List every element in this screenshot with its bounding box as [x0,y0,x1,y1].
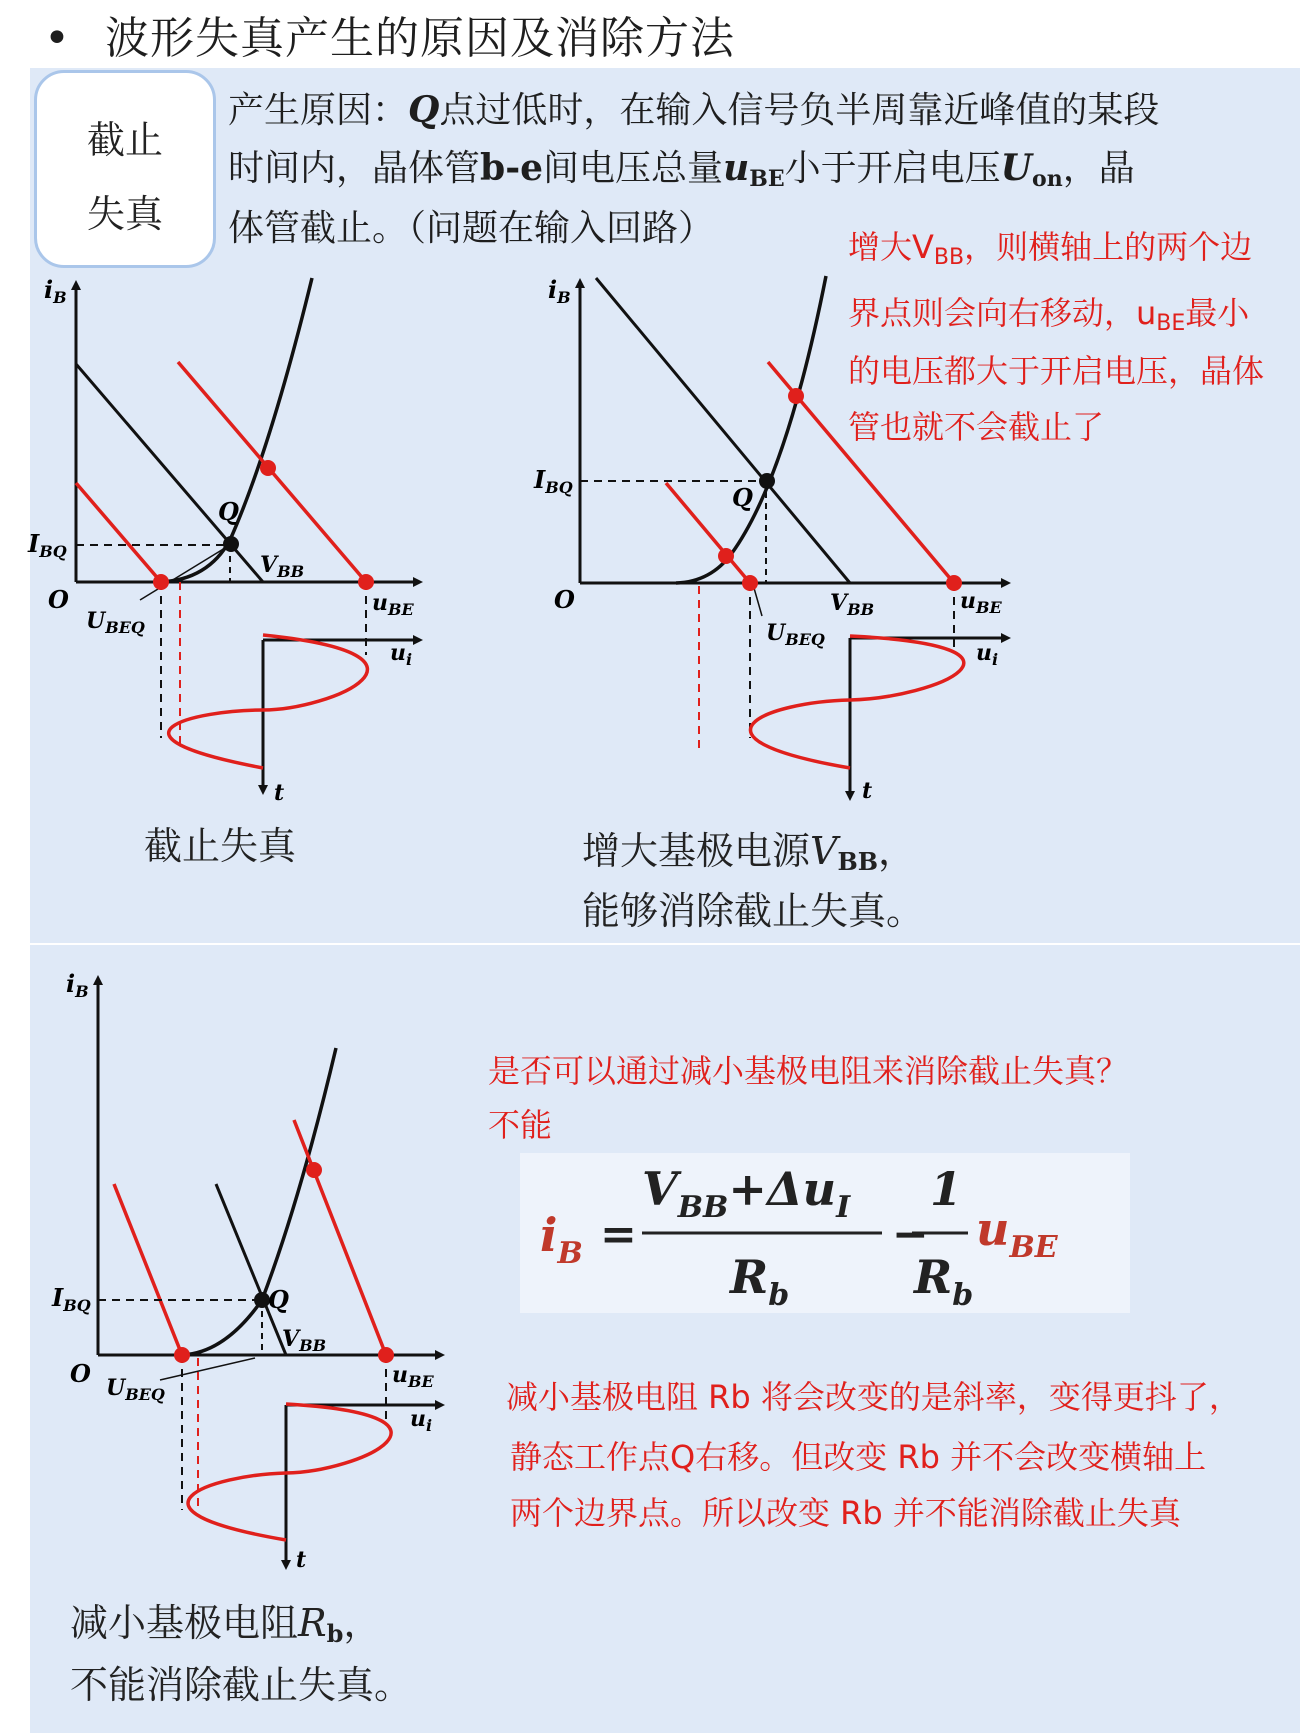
ib-label: $i_B$ [548,275,571,307]
boundary-point-right [378,1347,394,1363]
caption-text: 增大基极电源 [582,829,811,873]
input-sine-wave [169,635,368,768]
formula-equals: = [600,1209,637,1260]
note1-line3: 的电压都大于开启电压，晶体 [848,352,1265,390]
graph-increase-vbb [536,268,1016,808]
note-sub: BB [933,245,965,270]
formula-minus: − [892,1209,929,1260]
origin-label: O [48,585,69,614]
tag-line1: 截止 [86,118,163,162]
q-label: Q [732,483,753,512]
explain-line1: 减小基极电阻 Rb 将会改变的是斜率，变得更抖了， [506,1378,1241,1416]
cause-text: 间电压总量 [543,148,724,189]
note1-line1 [848,222,1252,270]
q-label: Q [268,1285,289,1314]
ubeq-label: $U_{BEQ}$ [106,1375,165,1404]
curve-intersection-point [306,1162,322,1178]
slide-heading [44,2,735,66]
question-answer: 不能 [488,1106,553,1144]
caption-text: ， [878,829,917,873]
load-line-high [294,1120,386,1355]
rb-sub: b [326,1619,344,1648]
ibq-label: $I_{BQ}$ [28,529,67,561]
formula-lhs: $i_B$ [540,1208,583,1271]
note-sub: BE [1156,311,1186,336]
bullet: • [44,13,71,64]
load-line-low [114,1184,182,1355]
input-sine-wave [188,1404,391,1540]
caption-text: ， [343,1601,382,1645]
caption-graph2-line1 [582,820,916,876]
ube-label: $u_{BE}$ [372,590,414,619]
ibq-label: $I_{BQ}$ [52,1283,91,1315]
q-point [223,536,239,552]
uon-sub: on [1032,166,1063,192]
ui-label: $u_i$ [410,1406,433,1435]
cause-text: ，晶 [1062,148,1135,189]
ui-label: $u_i$ [390,640,413,669]
t-label: t [296,1547,307,1573]
t-label: t [862,778,873,804]
vbb-symbol: V [810,829,838,873]
boundary-point-left [174,1347,190,1363]
heading-title: 波形失真产生的原因及消除方法 [104,13,735,64]
cause-line2 [228,140,1135,192]
load-line [596,278,850,583]
ubeq-label: $U_{BEQ}$ [766,620,825,649]
cutoff-distortion-tag [34,70,216,268]
cause-text: 点过低时，在输入信号负半周靠近峰值的某段 [439,90,1160,131]
graph-decrease-rb [50,969,450,1573]
caption-graph1: 截止失真 [144,824,297,868]
note-text: 增大V [848,228,934,266]
formula-denominator-2: $R_b$ [914,1250,974,1313]
vbb-label: $V_{BB}$ [830,590,875,619]
uon-symbol: U [1000,147,1033,189]
caption-graph2-line2: 能够消除截止失真。 [582,889,925,933]
explain-line2: 静态工作点Q右移。但改变 Rb 并不会改变横轴上 [510,1438,1207,1476]
tag-line2: 失真 [86,192,163,236]
origin-label: O [70,1359,91,1388]
ube-symbol: u [723,147,750,189]
boundary-point-left [742,575,758,591]
load-line [216,1184,286,1355]
question-line1: 是否可以通过减小基极电阻来消除截止失真？ [488,1052,1129,1090]
ube-sub: BE [749,166,785,192]
formula-numerator: $V_{BB}+\Delta u_I$ [642,1162,851,1225]
boundary-point-right [358,574,374,590]
caption-graph3-line1 [70,1592,381,1648]
ubeq-pointer [160,1358,255,1380]
curve-intersection-low [718,548,734,564]
ib-label: $i_B$ [44,275,67,307]
caption-graph3-line2: 不能消除截止失真。 [70,1663,413,1707]
explain-line3: 两个边界点。所以改变 Rb 并不能消除截止失真 [510,1494,1181,1532]
cause-text: 时间内，晶体管 [228,148,481,189]
vbb-label: $V_{BB}$ [260,552,305,581]
ubeq-pointer [754,588,762,616]
ib-label: $i_B$ [66,969,89,1001]
q-point [759,473,775,489]
q-symbol: Q [408,89,440,131]
caption-text: 减小基极电阻 [70,1601,299,1645]
cause-line3: 体管截止。（问题在输入回路） [228,208,715,249]
ib-formula [520,1153,1130,1313]
origin-label: O [554,585,575,614]
load-line-low [76,483,161,582]
ui-label: $u_i$ [976,640,999,669]
note-text: ，则横轴上的两个边 [964,228,1253,266]
ube-label: $u_{BE}$ [960,588,1002,617]
q-label: Q [218,497,239,526]
graph-cutoff-distortion [30,270,450,810]
formula-graphic [520,1153,1130,1313]
t-label: t [274,780,285,806]
input-sine-wave [750,636,963,768]
input-characteristic-curve [182,1048,336,1355]
note-text: 界点则会向右移动，u [848,294,1157,332]
ibq-label: $I_{BQ}$ [534,465,573,497]
ube-label: $u_{BE}$ [392,1362,434,1391]
note1-line4: 管也就不会截止了 [848,408,1105,446]
rb-symbol: R [298,1601,327,1645]
curve-intersection-point [260,460,276,476]
cause-text: 产生原因： [228,90,409,131]
formula-one: 1 [930,1162,963,1216]
vbb-sub: BB [837,847,879,876]
boundary-point-left [153,574,169,590]
cause-text: 小于开启电压 [784,148,1001,189]
be-symbol: b-e [480,147,544,189]
note-text: 最小 [1185,294,1250,332]
vbb-label: $V_{BB}$ [282,1326,327,1355]
ubeq-label: $U_{BEQ}$ [86,608,145,637]
formula-denominator: $R_b$ [730,1250,790,1313]
curve-intersection-high [788,388,804,404]
input-characteristic-curve [676,276,826,583]
cause-line1 [228,82,1159,133]
formula-ube: $u_{BE}$ [976,1202,1058,1265]
